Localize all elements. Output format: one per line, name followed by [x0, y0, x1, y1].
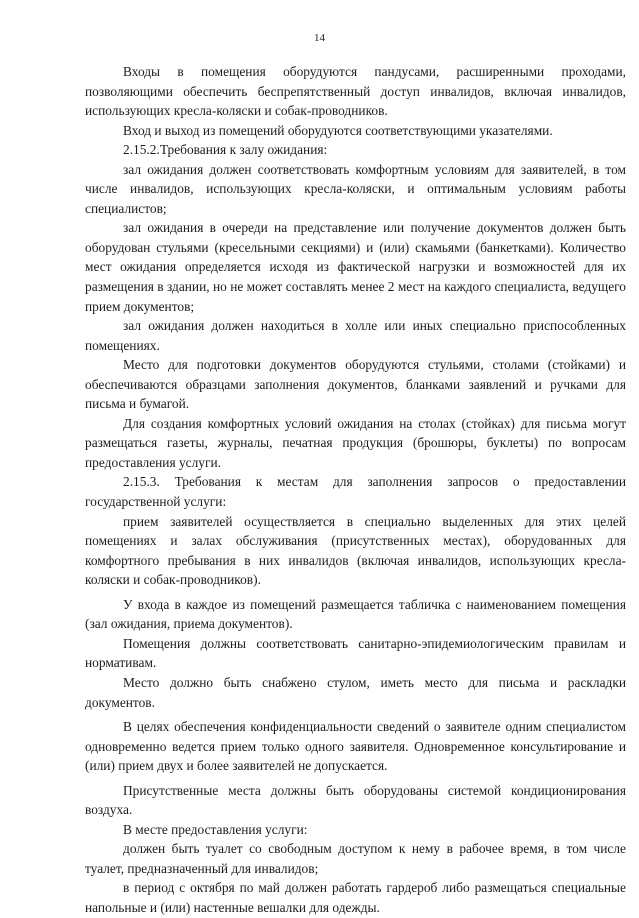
section-heading: 2.15.2.Требования к залу ожидания: [123, 142, 328, 158]
paragraph: зал ожидания должен соответствовать комфортным условиям для заявителей, в том числе инвалидов, использующих кресла-коляски, и оптимальным условиям работы специалистов; [85, 161, 626, 216]
paragraph: в период с октября по май должен работать гардероб либо размещаться специальные напольные и (или) настенные вешалки для одежды. [85, 880, 626, 915]
section-heading: 2.15.3. Требования к местам для заполнения запросов о предоставлении государственной услуги: [85, 474, 626, 510]
paragraph: В целях обеспечения конфиденциальности сведений о заявителе одним специалистом одновременно ведется прием только одного заявителя. Одновременное консультирование и (или) прием двух и более заявителей не допускается. [85, 719, 626, 774]
document-body [85, 62, 626, 918]
paragraph: Входы в помещения оборудуются пандусами, расширенными проходами, позволяющими обеспечить беспрепятственный доступ инвалидов, включая инвалидов, использующих кресла-коляски и собак-проводников. [85, 64, 626, 119]
paragraph: Место для подготовки документов оборудуются стульями, столами (стойками) и обеспечиваются образцами заполнения документов, бланками заявлений и ручками для письма и бумагой. [85, 357, 626, 412]
paragraph: Помещения должны соответствовать санитарно-эпидемиологическим правилам и нормативам. [85, 635, 626, 671]
page-number: 14 [314, 32, 325, 44]
paragraph: зал ожидания в очереди на представление или получение документов должен быть оборудован стульями (кресельными секциями) и (или) скамьями (банкетками). Количество мест ожидания определяется исходя из фактической нагрузки и возможностей для их размещения в здании, но не может составлять менее 2 мест на каждого специалиста, ведущего прием документов; [85, 220, 626, 314]
paragraph: У входа в каждое из помещений размещается табличка с наименованием помещения (зал ожидания, приема документов). [85, 596, 626, 632]
paragraph: прием заявителей осуществляется в специально выделенных для этих целей помещениях и залах обслуживания (присутственных местах), оборудованных для комфортного пребывания в них инвалидов (включая инвалидов, использующих кресла-коляски и собак-проводников). [85, 513, 626, 588]
paragraph: Вход и выход из помещений оборудуются соответствующими указателями. [123, 122, 553, 138]
paragraph: зал ожидания должен находиться в холле или иных специально приспособленных помещениях. [85, 318, 626, 353]
paragraph: В месте предоставления услуги: [123, 821, 308, 837]
paragraph: должен быть туалет со свободным доступом к нему в рабочее время, в том числе туалет, предназначенный для инвалидов; [85, 841, 626, 876]
paragraph: Присутственные места должны быть оборудованы системой кондиционирования воздуха. [85, 782, 626, 818]
paragraph: Место должно быть снабжено стулом, иметь место для письма и раскладки документов. [85, 674, 626, 710]
paragraph: Для создания комфортных условий ожидания на столах (стойках) для письма могут размещаться газеты, журналы, печатная продукция (брошюры, буклеты) по вопросам предоставления услуги. [85, 415, 626, 470]
